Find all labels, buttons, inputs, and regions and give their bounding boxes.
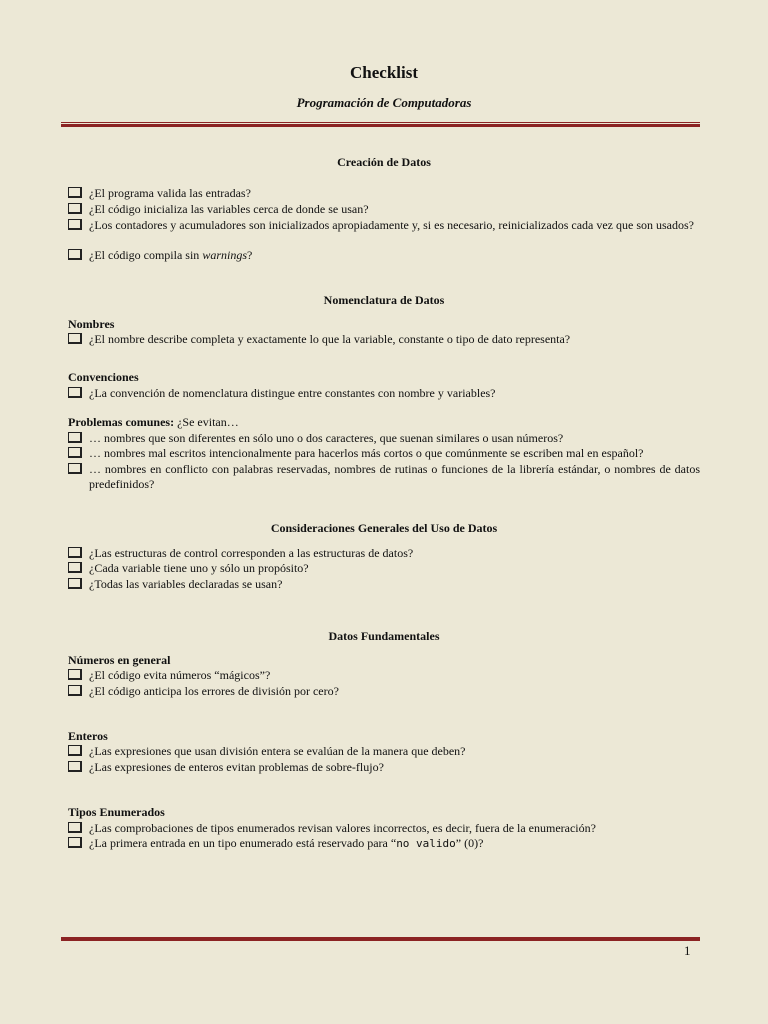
item-text: ¿Los contadores y acumuladores son inicializados apropiadamente y, si es necesario, reinicializados cada vez que son usados?: [89, 218, 694, 232]
footer-rule: [61, 936, 700, 941]
subheading-problemas: [68, 415, 239, 430]
section-title-nomenclatura: Nomenclatura de Datos: [323, 293, 445, 307]
item-text: … nombres mal escritos intencionalmente para hacerlos más cortos o que comúnmente se escriben mal en español?: [89, 446, 644, 460]
checklist-item: [68, 431, 700, 446]
subheading-label: Problemas comunes:: [68, 415, 175, 429]
subheading-lead: ¿Se evitan…: [174, 415, 239, 429]
item-text: ¿El código inicializa las variables cerca de donde se usan?: [89, 202, 369, 216]
checklist-item: [68, 462, 700, 492]
checklist-item: [68, 684, 700, 699]
subheading-enumerados: Tipos Enumerados: [68, 805, 165, 819]
checkbox[interactable]: [68, 447, 82, 458]
checkbox[interactable]: [68, 745, 82, 756]
checklist-item: [68, 760, 700, 775]
item-text: … nombres en conflicto con palabras reservadas, nombres de rutinas o funciones de la librería estándar, o nombres de datos predefinidos?: [89, 462, 700, 491]
item-text: ¿Cada variable tiene uno y sólo un propósito?: [89, 561, 309, 575]
item-text-part: ¿El código compila sin: [89, 248, 203, 262]
checklist-item: [68, 386, 700, 401]
checklist-item: [68, 546, 700, 561]
section-title-fundamentales: Datos Fundamentales: [328, 629, 440, 643]
checkbox[interactable]: [68, 562, 82, 573]
item-text: [89, 836, 700, 851]
subheading-enteros: Enteros: [68, 729, 108, 743]
item-text: [89, 248, 700, 263]
checkbox[interactable]: [68, 685, 82, 696]
checkbox[interactable]: [68, 387, 82, 398]
subheading-convenciones: Convenciones: [68, 370, 139, 384]
item-text: ¿Las expresiones de enteros evitan problemas de sobre-flujo?: [89, 760, 384, 774]
checkbox[interactable]: [68, 333, 82, 344]
checkbox[interactable]: [68, 219, 82, 230]
checklist-item: [68, 332, 700, 347]
checkbox[interactable]: [68, 547, 82, 558]
item-text-code: no valido: [396, 837, 456, 850]
section-title-consideraciones: Consideraciones Generales del Uso de Datos: [270, 521, 498, 535]
page-number: 1: [684, 943, 691, 958]
checkbox[interactable]: [68, 578, 82, 589]
checkbox[interactable]: [68, 203, 82, 214]
checkbox[interactable]: [68, 669, 82, 680]
item-text: ¿Las comprobaciones de tipos enumerados revisan valores incorrectos, es decir, fuera de la enumeración?: [89, 821, 596, 835]
item-text: ¿El programa valida las entradas?: [89, 186, 251, 200]
item-text: ¿Todas las variables declaradas se usan?: [89, 577, 283, 591]
checklist-item: [68, 202, 700, 217]
checklist-item: [68, 836, 700, 851]
header-rule: [61, 122, 700, 127]
document-subtitle: Programación de Computadoras: [296, 95, 472, 110]
checklist-item: [68, 218, 700, 233]
item-text-part: ?: [247, 248, 253, 262]
section-title-creacion: Creación de Datos: [337, 155, 431, 169]
item-text: ¿Las estructuras de control corresponden a las estructuras de datos?: [89, 546, 414, 560]
checkbox[interactable]: [68, 822, 82, 833]
checklist-item: [68, 446, 700, 461]
checklist-item: [68, 186, 700, 201]
checkbox[interactable]: [68, 837, 82, 848]
item-text: ¿El código evita números “mágicos”?: [89, 668, 271, 682]
checkbox[interactable]: [68, 432, 82, 443]
item-text: ¿La convención de nomenclatura distingue entre constantes con nombre y variables?: [89, 386, 496, 400]
item-text: ¿El nombre describe completa y exactamente lo que la variable, constante o tipo de dato representa?: [89, 332, 571, 346]
checkbox[interactable]: [68, 463, 82, 474]
item-text-part: ” (0)?: [455, 836, 484, 850]
item-text: ¿El código anticipa los errores de división por cero?: [89, 684, 339, 698]
subheading-numeros: Números en general: [68, 653, 171, 667]
checkbox[interactable]: [68, 761, 82, 772]
item-text-part: ¿La primera entrada en un tipo enumerado está reservado para “: [89, 836, 397, 850]
document-title: Checklist: [350, 63, 418, 82]
checklist-item: [68, 668, 700, 683]
subheading-nombres: Nombres: [68, 317, 115, 331]
item-text: ¿Las expresiones que usan división entera se evalúan de la manera que deben?: [89, 744, 466, 758]
checkbox[interactable]: [68, 187, 82, 198]
checklist-item: [68, 744, 700, 759]
checklist-item: [68, 821, 700, 836]
item-text-italic: warnings: [202, 248, 247, 262]
checklist-item: [68, 561, 700, 576]
item-text: … nombres que son diferentes en sólo uno o dos caracteres, que suenan similares o usan números?: [89, 431, 564, 445]
checklist-item: [68, 248, 700, 263]
checkbox[interactable]: [68, 249, 82, 260]
checklist-item: [68, 577, 700, 592]
